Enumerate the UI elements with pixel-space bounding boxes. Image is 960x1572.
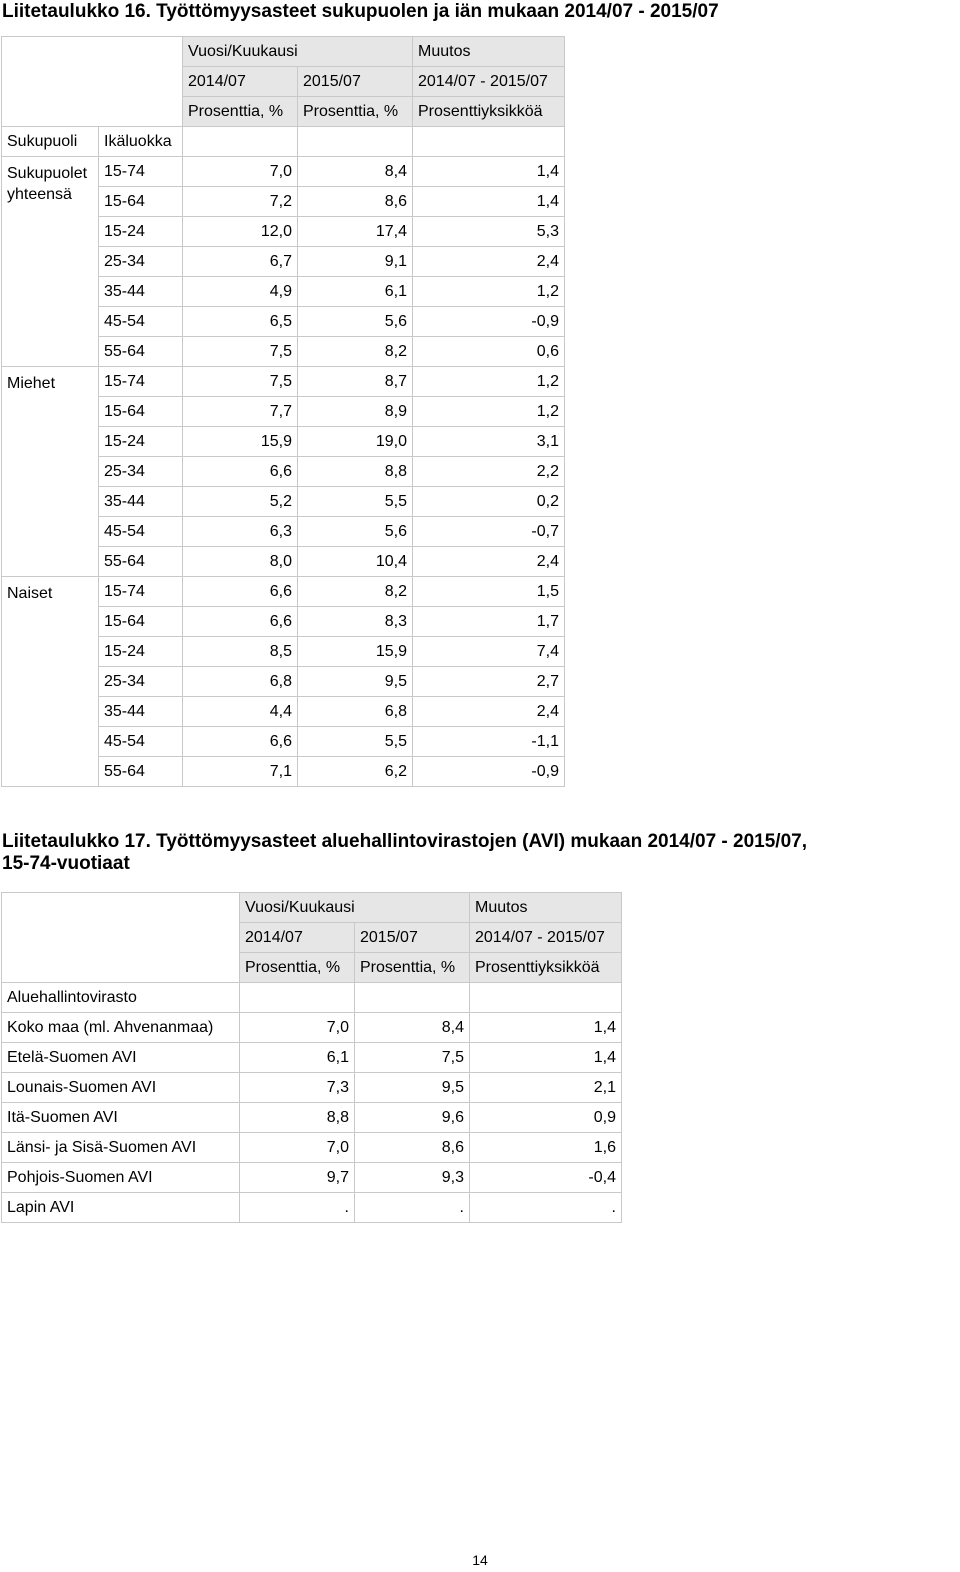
age-class-cell: 35-44 (99, 697, 183, 727)
rate-2015-07-cell: 5,5 (298, 487, 413, 517)
rate-2015-07-cell: 9,1 (298, 247, 413, 277)
table17-title-line1: Liitetaulukko 17. Työttömyysasteet aluehallintovirastojen (AVI) mukaan 2014/07 - 2015/07, (2, 831, 807, 852)
rate-2014-07-cell: 9,7 (240, 1163, 355, 1193)
rate-2014-07-cell: 4,4 (183, 697, 298, 727)
table-row (2, 577, 565, 607)
table16-header-col2-period: 2015/07 (298, 67, 413, 97)
rate-2014-07-cell: 7,1 (183, 757, 298, 787)
region-cell: Etelä-Suomen AVI (2, 1043, 240, 1073)
change-cell: -0,4 (470, 1163, 622, 1193)
age-class-cell: 15-64 (99, 397, 183, 427)
table16-corner (2, 37, 183, 127)
rate-2015-07-cell: 7,5 (355, 1043, 470, 1073)
table17-header-col3-period: 2014/07 - 2015/07 (470, 923, 622, 953)
rate-2015-07-cell: 8,8 (298, 457, 413, 487)
table16-header-col3-unit: Prosenttiyksikköä (413, 97, 565, 127)
region-cell: Itä-Suomen AVI (2, 1103, 240, 1133)
table17-blank-cell (240, 983, 355, 1013)
rate-2014-07-cell: 6,7 (183, 247, 298, 277)
change-cell: -1,1 (413, 727, 565, 757)
age-class-cell: 15-74 (99, 577, 183, 607)
table-row (2, 1073, 622, 1103)
table16-blank-cell (298, 127, 413, 157)
age-class-cell: 35-44 (99, 487, 183, 517)
age-class-cell: 25-34 (99, 667, 183, 697)
table-row (2, 1013, 622, 1043)
age-class-cell: 55-64 (99, 547, 183, 577)
change-cell: 1,6 (470, 1133, 622, 1163)
rate-2014-07-cell: 4,9 (183, 277, 298, 307)
table-row (2, 1103, 622, 1133)
age-class-cell: 15-24 (99, 427, 183, 457)
change-cell: -0,9 (413, 757, 565, 787)
change-cell: 2,1 (470, 1073, 622, 1103)
rate-2015-07-cell: 6,2 (298, 757, 413, 787)
rate-2015-07-cell: 9,6 (355, 1103, 470, 1133)
rate-2015-07-cell: 8,7 (298, 367, 413, 397)
change-cell: 2,2 (413, 457, 565, 487)
rate-2014-07-cell: 7,3 (240, 1073, 355, 1103)
table17-body (2, 1013, 622, 1223)
table17 (1, 892, 622, 1223)
table-row (2, 1043, 622, 1073)
rate-2014-07-cell: 12,0 (183, 217, 298, 247)
change-cell: 3,1 (413, 427, 565, 457)
rate-2014-07-cell: 8,8 (240, 1103, 355, 1133)
rate-2014-07-cell: 8,0 (183, 547, 298, 577)
rate-2015-07-cell: 5,5 (298, 727, 413, 757)
rate-2015-07-cell: 9,3 (355, 1163, 470, 1193)
rate-2015-07-cell: 9,5 (298, 667, 413, 697)
table16-dim-gender: Sukupuoli (2, 127, 99, 157)
change-cell: 1,2 (413, 367, 565, 397)
table16-header-group2: Muutos (413, 37, 565, 67)
change-cell: -0,7 (413, 517, 565, 547)
rate-2014-07-cell: 7,7 (183, 397, 298, 427)
table16-header-col1-period: 2014/07 (183, 67, 298, 97)
rate-2015-07-cell: 8,6 (355, 1133, 470, 1163)
rate-2014-07-cell: 6,6 (183, 457, 298, 487)
rate-2014-07-cell: 5,2 (183, 487, 298, 517)
table16-header-group1: Vuosi/Kuukausi (183, 37, 413, 67)
change-cell: 0,2 (413, 487, 565, 517)
rate-2015-07-cell: 8,3 (298, 607, 413, 637)
rate-2015-07-cell: 8,2 (298, 337, 413, 367)
change-cell: 5,3 (413, 217, 565, 247)
change-cell: 2,4 (413, 247, 565, 277)
rate-2015-07-cell: 6,8 (298, 697, 413, 727)
change-cell: 1,7 (413, 607, 565, 637)
table17-header-col1-period: 2014/07 (240, 923, 355, 953)
rate-2015-07-cell: 8,6 (298, 187, 413, 217)
gender-group-label: Naiset (2, 577, 99, 787)
page-number (0, 1552, 960, 1568)
table16-blank-cell (413, 127, 565, 157)
table16-header-col1-unit: Prosenttia, % (183, 97, 298, 127)
change-cell: 2,4 (413, 547, 565, 577)
rate-2015-07-cell: 8,4 (298, 157, 413, 187)
rate-2014-07-cell: 6,6 (183, 607, 298, 637)
rate-2014-07-cell: 6,5 (183, 307, 298, 337)
age-class-cell: 45-54 (99, 307, 183, 337)
age-class-cell: 15-24 (99, 217, 183, 247)
table17-title-line2: 15-74-vuotiaat (2, 853, 130, 874)
table17-blank-cell (470, 983, 622, 1013)
table17-header-col2-period: 2015/07 (355, 923, 470, 953)
table16 (1, 36, 565, 787)
table16-body (2, 157, 565, 787)
rate-2014-07-cell: 15,9 (183, 427, 298, 457)
table16-header-col3-period: 2014/07 - 2015/07 (413, 67, 565, 97)
change-cell: 1,4 (470, 1013, 622, 1043)
rate-2015-07-cell: 19,0 (298, 427, 413, 457)
table17-header (2, 893, 622, 1013)
change-cell: 2,7 (413, 667, 565, 697)
region-cell: Länsi- ja Sisä-Suomen AVI (2, 1133, 240, 1163)
change-cell: -0,9 (413, 307, 565, 337)
table17-header-group1: Vuosi/Kuukausi (240, 893, 470, 923)
rate-2015-07-cell: 5,6 (298, 307, 413, 337)
table-row (2, 157, 565, 187)
rate-2015-07-cell: 9,5 (355, 1073, 470, 1103)
age-class-cell: 15-24 (99, 637, 183, 667)
rate-2015-07-cell: 8,4 (355, 1013, 470, 1043)
rate-2014-07-cell: 6,8 (183, 667, 298, 697)
gender-group-label: Sukupuolet yhteensä (2, 157, 99, 367)
rate-2015-07-cell: . (355, 1193, 470, 1223)
age-class-cell: 45-54 (99, 727, 183, 757)
change-cell: 2,4 (413, 697, 565, 727)
rate-2015-07-cell: 10,4 (298, 547, 413, 577)
table16-dim-age: Ikäluokka (99, 127, 183, 157)
rate-2015-07-cell: 17,4 (298, 217, 413, 247)
rate-2015-07-cell: 15,9 (298, 637, 413, 667)
age-class-cell: 25-34 (99, 247, 183, 277)
rate-2015-07-cell: 8,9 (298, 397, 413, 427)
rate-2014-07-cell: 7,5 (183, 367, 298, 397)
rate-2014-07-cell: 6,6 (183, 727, 298, 757)
age-class-cell: 15-74 (99, 157, 183, 187)
table16-header-col2-unit: Prosenttia, % (298, 97, 413, 127)
rate-2014-07-cell: 6,3 (183, 517, 298, 547)
table17-title (2, 831, 807, 875)
rate-2015-07-cell: 6,1 (298, 277, 413, 307)
change-cell: 0,6 (413, 337, 565, 367)
table-row (2, 1133, 622, 1163)
rate-2014-07-cell: 7,0 (183, 157, 298, 187)
rate-2014-07-cell: 7,0 (240, 1133, 355, 1163)
change-cell: 1,5 (413, 577, 565, 607)
rate-2015-07-cell: 5,6 (298, 517, 413, 547)
rate-2014-07-cell: 7,0 (240, 1013, 355, 1043)
change-cell: 1,2 (413, 397, 565, 427)
table-row (2, 1163, 622, 1193)
region-cell: Lapin AVI (2, 1193, 240, 1223)
change-cell: 1,4 (413, 157, 565, 187)
rate-2014-07-cell: 6,6 (183, 577, 298, 607)
table-row (2, 367, 565, 397)
page-number-text: 14 (472, 1552, 488, 1568)
rate-2014-07-cell: 6,1 (240, 1043, 355, 1073)
change-cell: 0,9 (470, 1103, 622, 1133)
age-class-cell: 15-64 (99, 607, 183, 637)
table17-header-group2: Muutos (470, 893, 622, 923)
change-cell: 1,4 (413, 187, 565, 217)
table16-title: Liitetaulukko 16. Työttömyysasteet sukupuolen ja iän mukaan 2014/07 - 2015/07 (2, 1, 719, 22)
age-class-cell: 55-64 (99, 337, 183, 367)
table17-blank-cell (355, 983, 470, 1013)
rate-2014-07-cell: 8,5 (183, 637, 298, 667)
rate-2014-07-cell: 7,2 (183, 187, 298, 217)
age-class-cell: 25-34 (99, 457, 183, 487)
region-cell: Koko maa (ml. Ahvenanmaa) (2, 1013, 240, 1043)
table17-header-col1-unit: Prosenttia, % (240, 953, 355, 983)
age-class-cell: 55-64 (99, 757, 183, 787)
rate-2014-07-cell: 7,5 (183, 337, 298, 367)
gender-group-label: Miehet (2, 367, 99, 577)
table17-header-col3-unit: Prosenttiyksikköä (470, 953, 622, 983)
change-cell: . (470, 1193, 622, 1223)
age-class-cell: 15-74 (99, 367, 183, 397)
age-class-cell: 35-44 (99, 277, 183, 307)
table16-header (2, 37, 565, 157)
age-class-cell: 15-64 (99, 187, 183, 217)
age-class-cell: 45-54 (99, 517, 183, 547)
table17-corner (2, 893, 240, 983)
region-cell: Pohjois-Suomen AVI (2, 1163, 240, 1193)
table-row (2, 1193, 622, 1223)
region-cell: Lounais-Suomen AVI (2, 1073, 240, 1103)
rate-2015-07-cell: 8,2 (298, 577, 413, 607)
table17-dim-region: Aluehallintovirasto (2, 983, 240, 1013)
table16-blank-cell (183, 127, 298, 157)
rate-2014-07-cell: . (240, 1193, 355, 1223)
change-cell: 7,4 (413, 637, 565, 667)
table17-header-col2-unit: Prosenttia, % (355, 953, 470, 983)
change-cell: 1,2 (413, 277, 565, 307)
change-cell: 1,4 (470, 1043, 622, 1073)
